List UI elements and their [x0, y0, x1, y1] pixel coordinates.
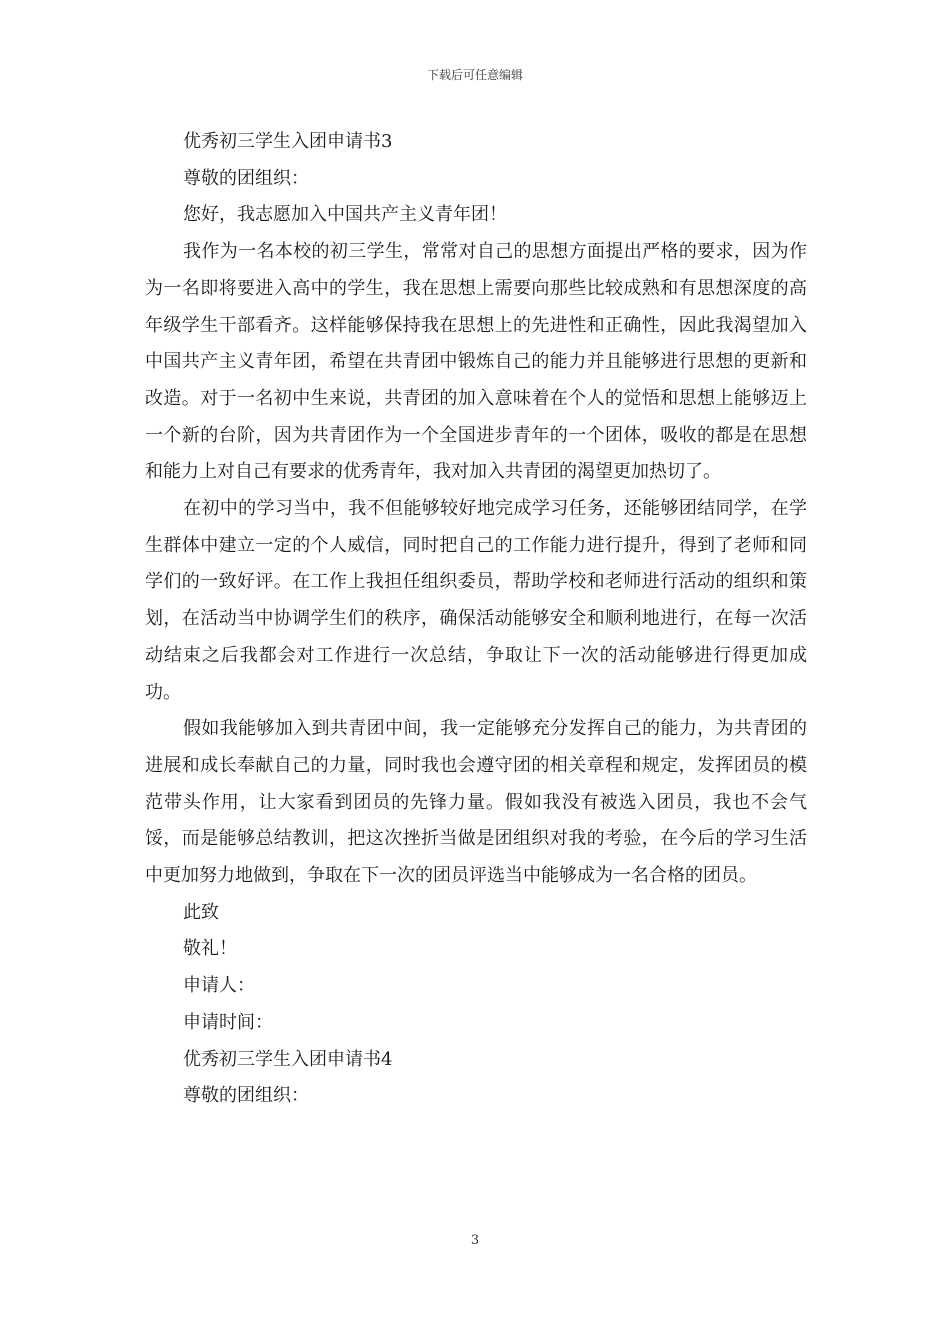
salutation: 尊敬的团组织： [183, 167, 309, 189]
section-title-next: 优秀初三学生入团申请书4 [183, 1048, 393, 1070]
closing-line-1: 此致 [183, 901, 219, 923]
greeting: 您好，我志愿加入中国共产主义青年团！ [183, 204, 507, 226]
date-label: 申请时间： [183, 1011, 273, 1033]
body-paragraph-3: 假如我能够加入到共青团中间，我一定能够充分发挥自己的能力，为共青团的进展和成长奉献自己的力量，同时我也会遵守团的相关章程和规定，发挥团员的模范带头作用，让大家看到团员的先锋力量。假如我没有被选入团员，我也不会气馁，而是能够总结教训，把这次挫折当做是团组织对我的考验，在今后的学习生活中更加努力地做到，争取在下一次的团员评选当中能够成为一名合格的团员。 [145, 718, 807, 887]
page-header-note: 下载后可任意编辑 [426, 68, 523, 82]
page-number: 3 [470, 1233, 480, 1248]
salutation-next: 尊敬的团组织： [183, 1085, 309, 1107]
section-title: 优秀初三学生入团申请书3 [183, 131, 393, 152]
applicant-label: 申请人： [183, 975, 255, 997]
body-paragraph-2: 在初中的学习当中，我不但能够较好地完成学习任务，还能够团结同学，在学生群体中建立一定的个人威信，同时把自己的工作能力进行提升，得到了老师和同学们的一致好评。在工作上我担任组织委员，帮助学校和老师进行活动的组织和策划，在活动当中协调学生们的秩序，确保活动能够安全和顺利地进行，在每一次活动结束之后我都会对工作进行一次总结，争取让下一次的活动能够进行得更加成功。 [145, 498, 807, 703]
body-paragraph-1: 我作为一名本校的初三学生，常常对自己的思想方面提出严格的要求，因为作为一名即将要进入高中的学生，我在思想上需要向那些比较成熟和有思想深度的高年级学生干部看齐。这样能够保持我在思想上的先进性和正确性，因此我渴望加入中国共产主义青年团，希望在共青团中锻炼自己的能力并且能够进行思想的更新和改造。对于一名初中生来说，共青团的加入意味着在个人的觉悟和思想上能够迈上一个新的台阶，因为共青团作为一个全国进步青年的一个团体，吸收的都是在思想和能力上对自己有要求的优秀青年，我对加入共青团的渴望更加热切了。 [145, 241, 807, 483]
closing-line-2: 敬礼！ [183, 938, 237, 960]
document-body [145, 124, 807, 1115]
